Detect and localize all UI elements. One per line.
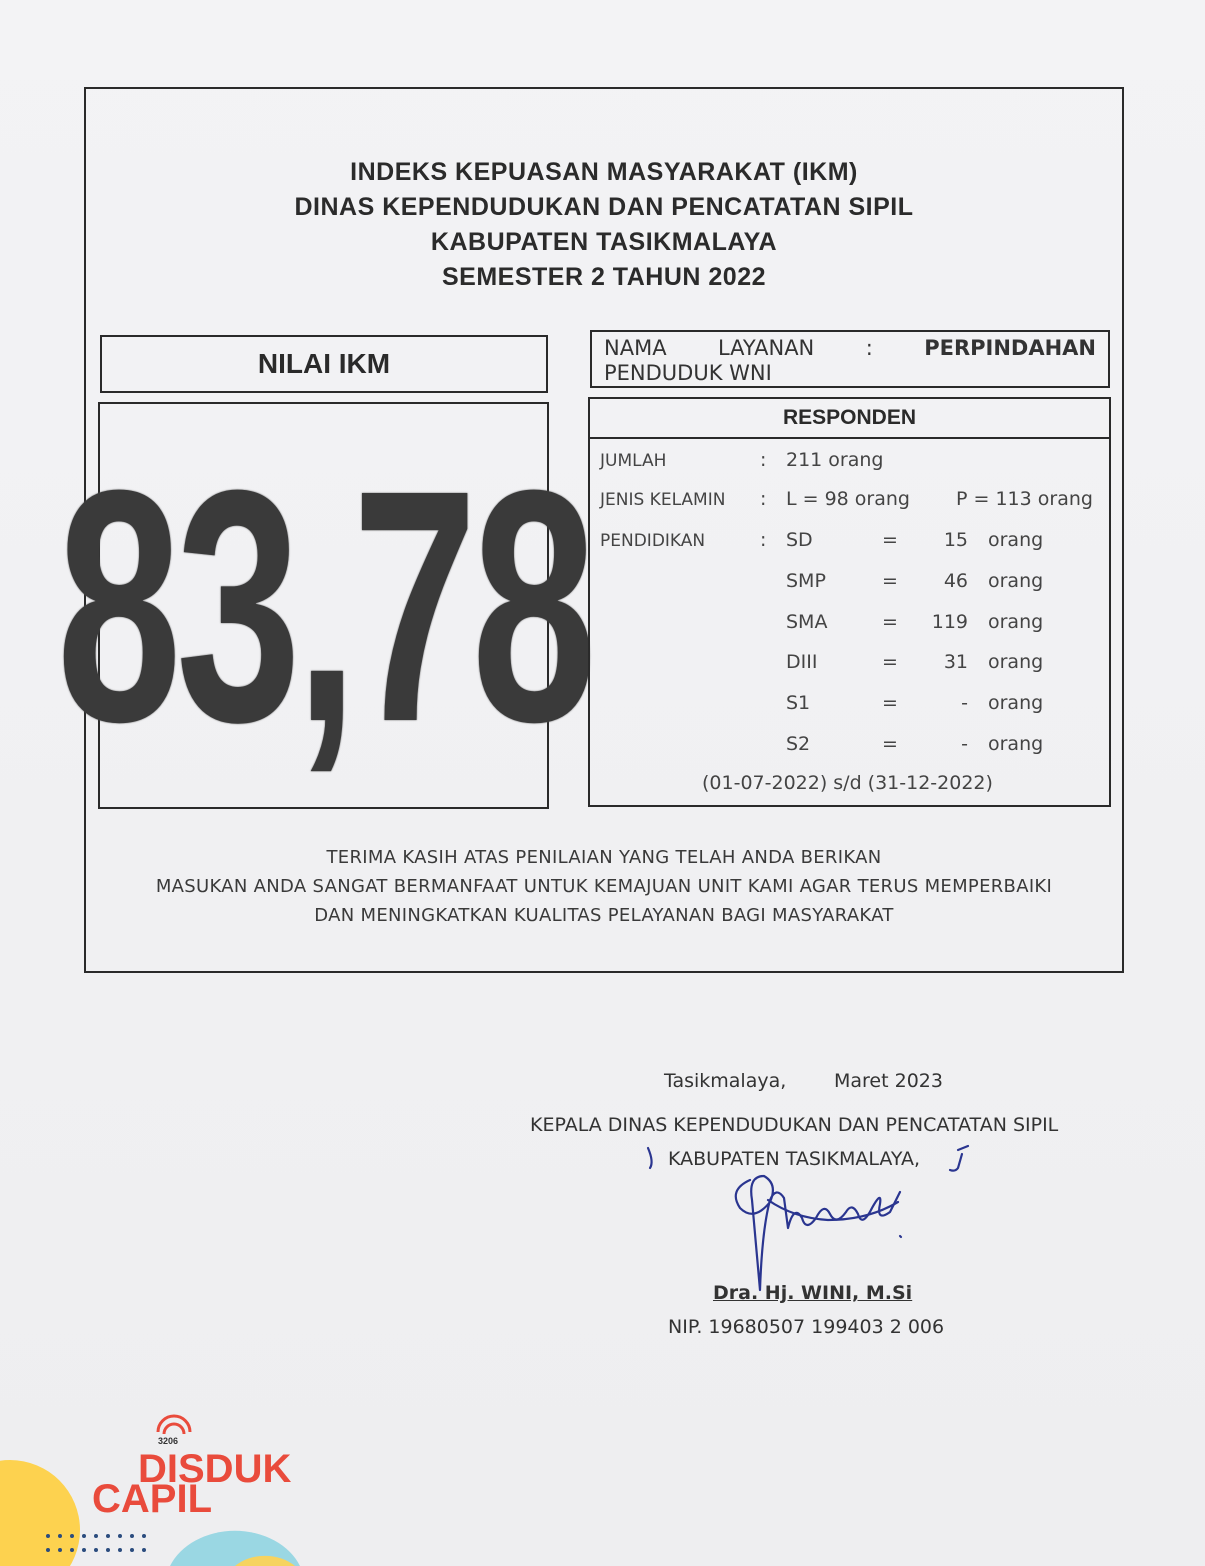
jk-colon: : <box>760 488 767 510</box>
jumlah-colon: : <box>760 449 767 471</box>
edu-eq: = <box>882 529 898 551</box>
signatory-name: Dra. Hj. WINI, M.Si <box>713 1282 913 1304</box>
responden-header: RESPONDEN <box>590 399 1109 439</box>
edu-level: SMP <box>786 570 826 592</box>
thanks-line: MASUKAN ANDA SANGAT BERMANFAAT UNTUK KEMAJUAN UNIT KAMI AGAR TERUS MEMPERBAIKI <box>155 876 1053 897</box>
jumlah-value: 211 orang <box>786 449 884 471</box>
edu-eq: = <box>882 692 898 714</box>
layanan-colon: : <box>865 336 873 360</box>
edu-count: - <box>961 692 968 714</box>
edu-eq: = <box>882 570 898 592</box>
handwritten-signature <box>640 1140 980 1300</box>
edu-level: DIII <box>786 651 818 673</box>
sign-position: KEPALA DINAS KEPENDUDUKAN DAN PENCATATAN SIPIL <box>530 1114 1059 1136</box>
edu-unit: orang <box>988 611 1044 633</box>
edu-unit: orang <box>988 570 1044 592</box>
disdukcapil-logo <box>0 1420 320 1566</box>
logo-word-capil: CAPIL <box>92 1477 212 1521</box>
sign-place: Tasikmalaya, <box>664 1070 787 1092</box>
jumlah-label: JUMLAH <box>600 451 667 471</box>
edu-count: - <box>961 733 968 755</box>
responden-box <box>588 397 1111 807</box>
edu-count: 46 <box>943 570 968 592</box>
edu-unit: orang <box>988 733 1044 755</box>
sign-date: Maret 2023 <box>834 1070 943 1092</box>
layanan-label-2: LAYANAN <box>718 336 815 360</box>
sign-position-2: KABUPATEN TASIKMALAYA, <box>668 1148 921 1170</box>
period: (01-07-2022) s/d (31-12-2022) <box>702 772 993 794</box>
document-title <box>86 155 1122 295</box>
layanan-value: PERPINDAHAN <box>924 336 1096 360</box>
nama-layanan-box <box>590 330 1110 388</box>
edu-count: 119 <box>931 611 968 633</box>
edu-count: 15 <box>943 529 968 551</box>
logo-word-disduk: DISDUK <box>138 1447 292 1491</box>
jenis-kelamin-label: JENIS KELAMIN <box>600 490 726 510</box>
edu-level: SD <box>786 529 813 551</box>
edu-count: 31 <box>943 651 968 673</box>
edu-level: S2 <box>786 733 811 755</box>
nilai-ikm-label: NILAI IKM <box>100 335 548 393</box>
edu-level: S1 <box>786 692 811 714</box>
signatory-nip: NIP. 19680507 199403 2 006 <box>668 1316 945 1338</box>
edu-eq: = <box>882 651 898 673</box>
nilai-ikm-value: 83,78 <box>56 420 591 790</box>
edu-unit: orang <box>988 651 1044 673</box>
thank-you-note <box>86 843 1122 930</box>
edu-unit: orang <box>988 692 1044 714</box>
logo-code: 3206 <box>158 1436 179 1446</box>
ikm-frame <box>56 87 1124 973</box>
pendidikan-colon: : <box>760 529 767 551</box>
edu-eq: = <box>882 611 898 633</box>
thanks-line: DAN MENINGKATKAN KUALITAS PELAYANAN BAGI MASYARAKAT <box>314 905 894 926</box>
title-line: INDEKS KEPUASAN MASYARAKAT (IKM) <box>350 158 858 186</box>
layanan-label: NAMA <box>604 336 667 360</box>
jk-laki-laki: L = 98 orang <box>786 488 910 510</box>
pendidikan-label: PENDIDIKAN <box>600 531 706 551</box>
title-line: SEMESTER 2 TAHUN 2022 <box>441 263 766 291</box>
title-line: KABUPATEN TASIKMALAYA <box>430 228 778 256</box>
thanks-line: TERIMA KASIH ATAS PENILAIAN YANG TELAH ANDA BERIKAN <box>326 847 882 868</box>
edu-eq: = <box>882 733 898 755</box>
edu-unit: orang <box>988 529 1044 551</box>
jk-perempuan: P = 113 orang <box>956 488 1093 510</box>
title-line: DINAS KEPENDUDUKAN DAN PENCATATAN SIPIL <box>294 193 914 221</box>
nilai-ikm-box <box>56 402 591 809</box>
layanan-value-2: PENDUDUK WNI <box>604 361 772 385</box>
edu-level: SMA <box>786 611 828 633</box>
